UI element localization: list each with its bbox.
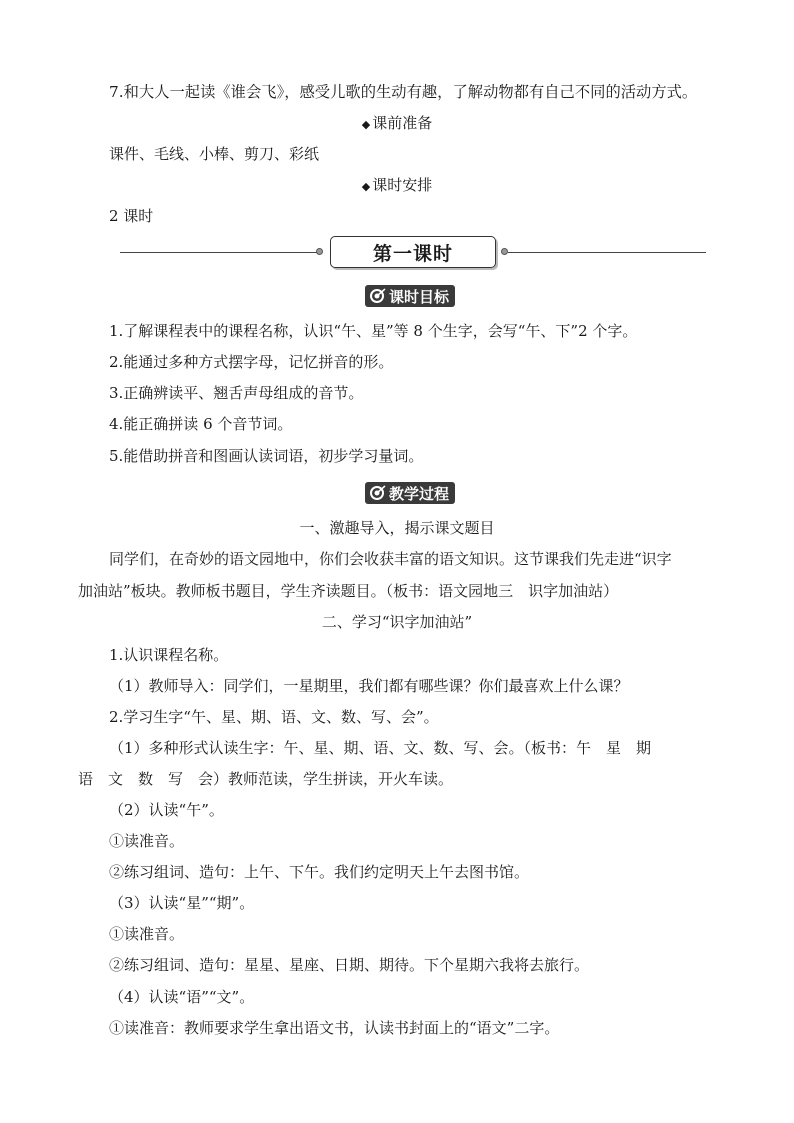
process-line: 语 文 数 写 会）教师范读，学生拼读，开火车读。 — [78, 770, 454, 788]
target-icon — [367, 287, 387, 305]
banner-rule-right — [508, 252, 706, 253]
process-line: ②练习组词、造句：上午、下午。我们约定明天上午去图书馆。 — [109, 863, 530, 881]
target-icon — [367, 484, 387, 502]
process-line: （2）认读“午”。 — [109, 801, 224, 819]
section2-title: 二、学习“识字加油站” — [321, 613, 473, 631]
process-badge-label: 教学过程 — [389, 484, 450, 503]
process-line: 2.学习生字“午、星、期、语、文、数、写、会”。 — [109, 708, 439, 726]
goal-item: 5.能借助拼音和图画认读词语，初步学习量词。 — [109, 447, 424, 465]
diamond-bullet-icon: ◆ — [361, 180, 371, 193]
section1-paragraph-line1 — [109, 549, 672, 569]
process-line: ②练习组词、造句：星星、星座、日期、期待。下个星期六我将去旅行。 — [109, 956, 590, 974]
process-line: ①读准音。 — [109, 925, 185, 943]
prep-heading: 课前准备 — [372, 114, 433, 132]
goal-item: 4.能正确拼读 6 个音节词。 — [109, 415, 293, 433]
section1-paragraph-line2: 加油站”板块。教师板书题目，学生齐读题目。（板书：语文园地三 识字加油站） — [78, 582, 619, 600]
schedule-heading-row — [0, 175, 794, 197]
schedule-content: 2 课时 — [109, 207, 154, 225]
process-line: （3）认读“星”“期”。 — [109, 894, 255, 912]
goals-badge-label: 课时目标 — [389, 287, 450, 306]
prep-heading-row — [0, 113, 794, 135]
process-line: （1）教师导入：同学们，一星期里，我们都有哪些课？你们最喜欢上什么课？ — [109, 677, 629, 695]
process-badge — [365, 482, 455, 504]
banner-rule-left — [120, 252, 322, 253]
lesson-title: 第一课时 — [330, 236, 496, 268]
banner-dot-right-icon — [501, 248, 508, 255]
section1-paragraph-text1: 同学们，在奇妙的语文园地中，你们会收获丰富的语文知识。这节课我们先走进“识字 — [109, 550, 672, 568]
process-line: 1.认识课程名称。 — [109, 646, 229, 664]
goal-item: 2.能通过多种方式摆字母，记忆拼音的形。 — [109, 353, 394, 371]
goal-item: 1.了解课程表中的课程名称，认识“午、星”等 8 个生字，会写“午、下”2 个字。 — [109, 322, 638, 340]
banner-dot-left-icon — [316, 248, 323, 255]
section1-title: 一、激趣导入，揭示课文题目 — [299, 519, 495, 537]
process-line: （1）多种形式认读生字：午、星、期、语、文、数、写、会。（板书：午 星 期 — [109, 739, 652, 757]
process-line: （4）认读“语”“文”。 — [109, 988, 255, 1006]
intro-line: 7.和大人一起读《谁会飞》，感受儿歌的生动有趣，了解动物都有自己不同的活动方式。 — [109, 83, 698, 101]
process-line: ①读准音。 — [109, 832, 185, 850]
prep-content: 课件、毛线、小棒、剪刀、彩纸 — [109, 145, 320, 163]
goal-item: 3.正确辨读平、翘舌声母组成的音节。 — [109, 384, 364, 402]
schedule-heading: 课时安排 — [372, 176, 433, 194]
diamond-bullet-icon: ◆ — [361, 118, 371, 131]
process-line: ①读准音：教师要求学生拿出语文书，认读书封面上的“语文”二字。 — [109, 1019, 560, 1037]
goals-badge — [365, 285, 455, 307]
